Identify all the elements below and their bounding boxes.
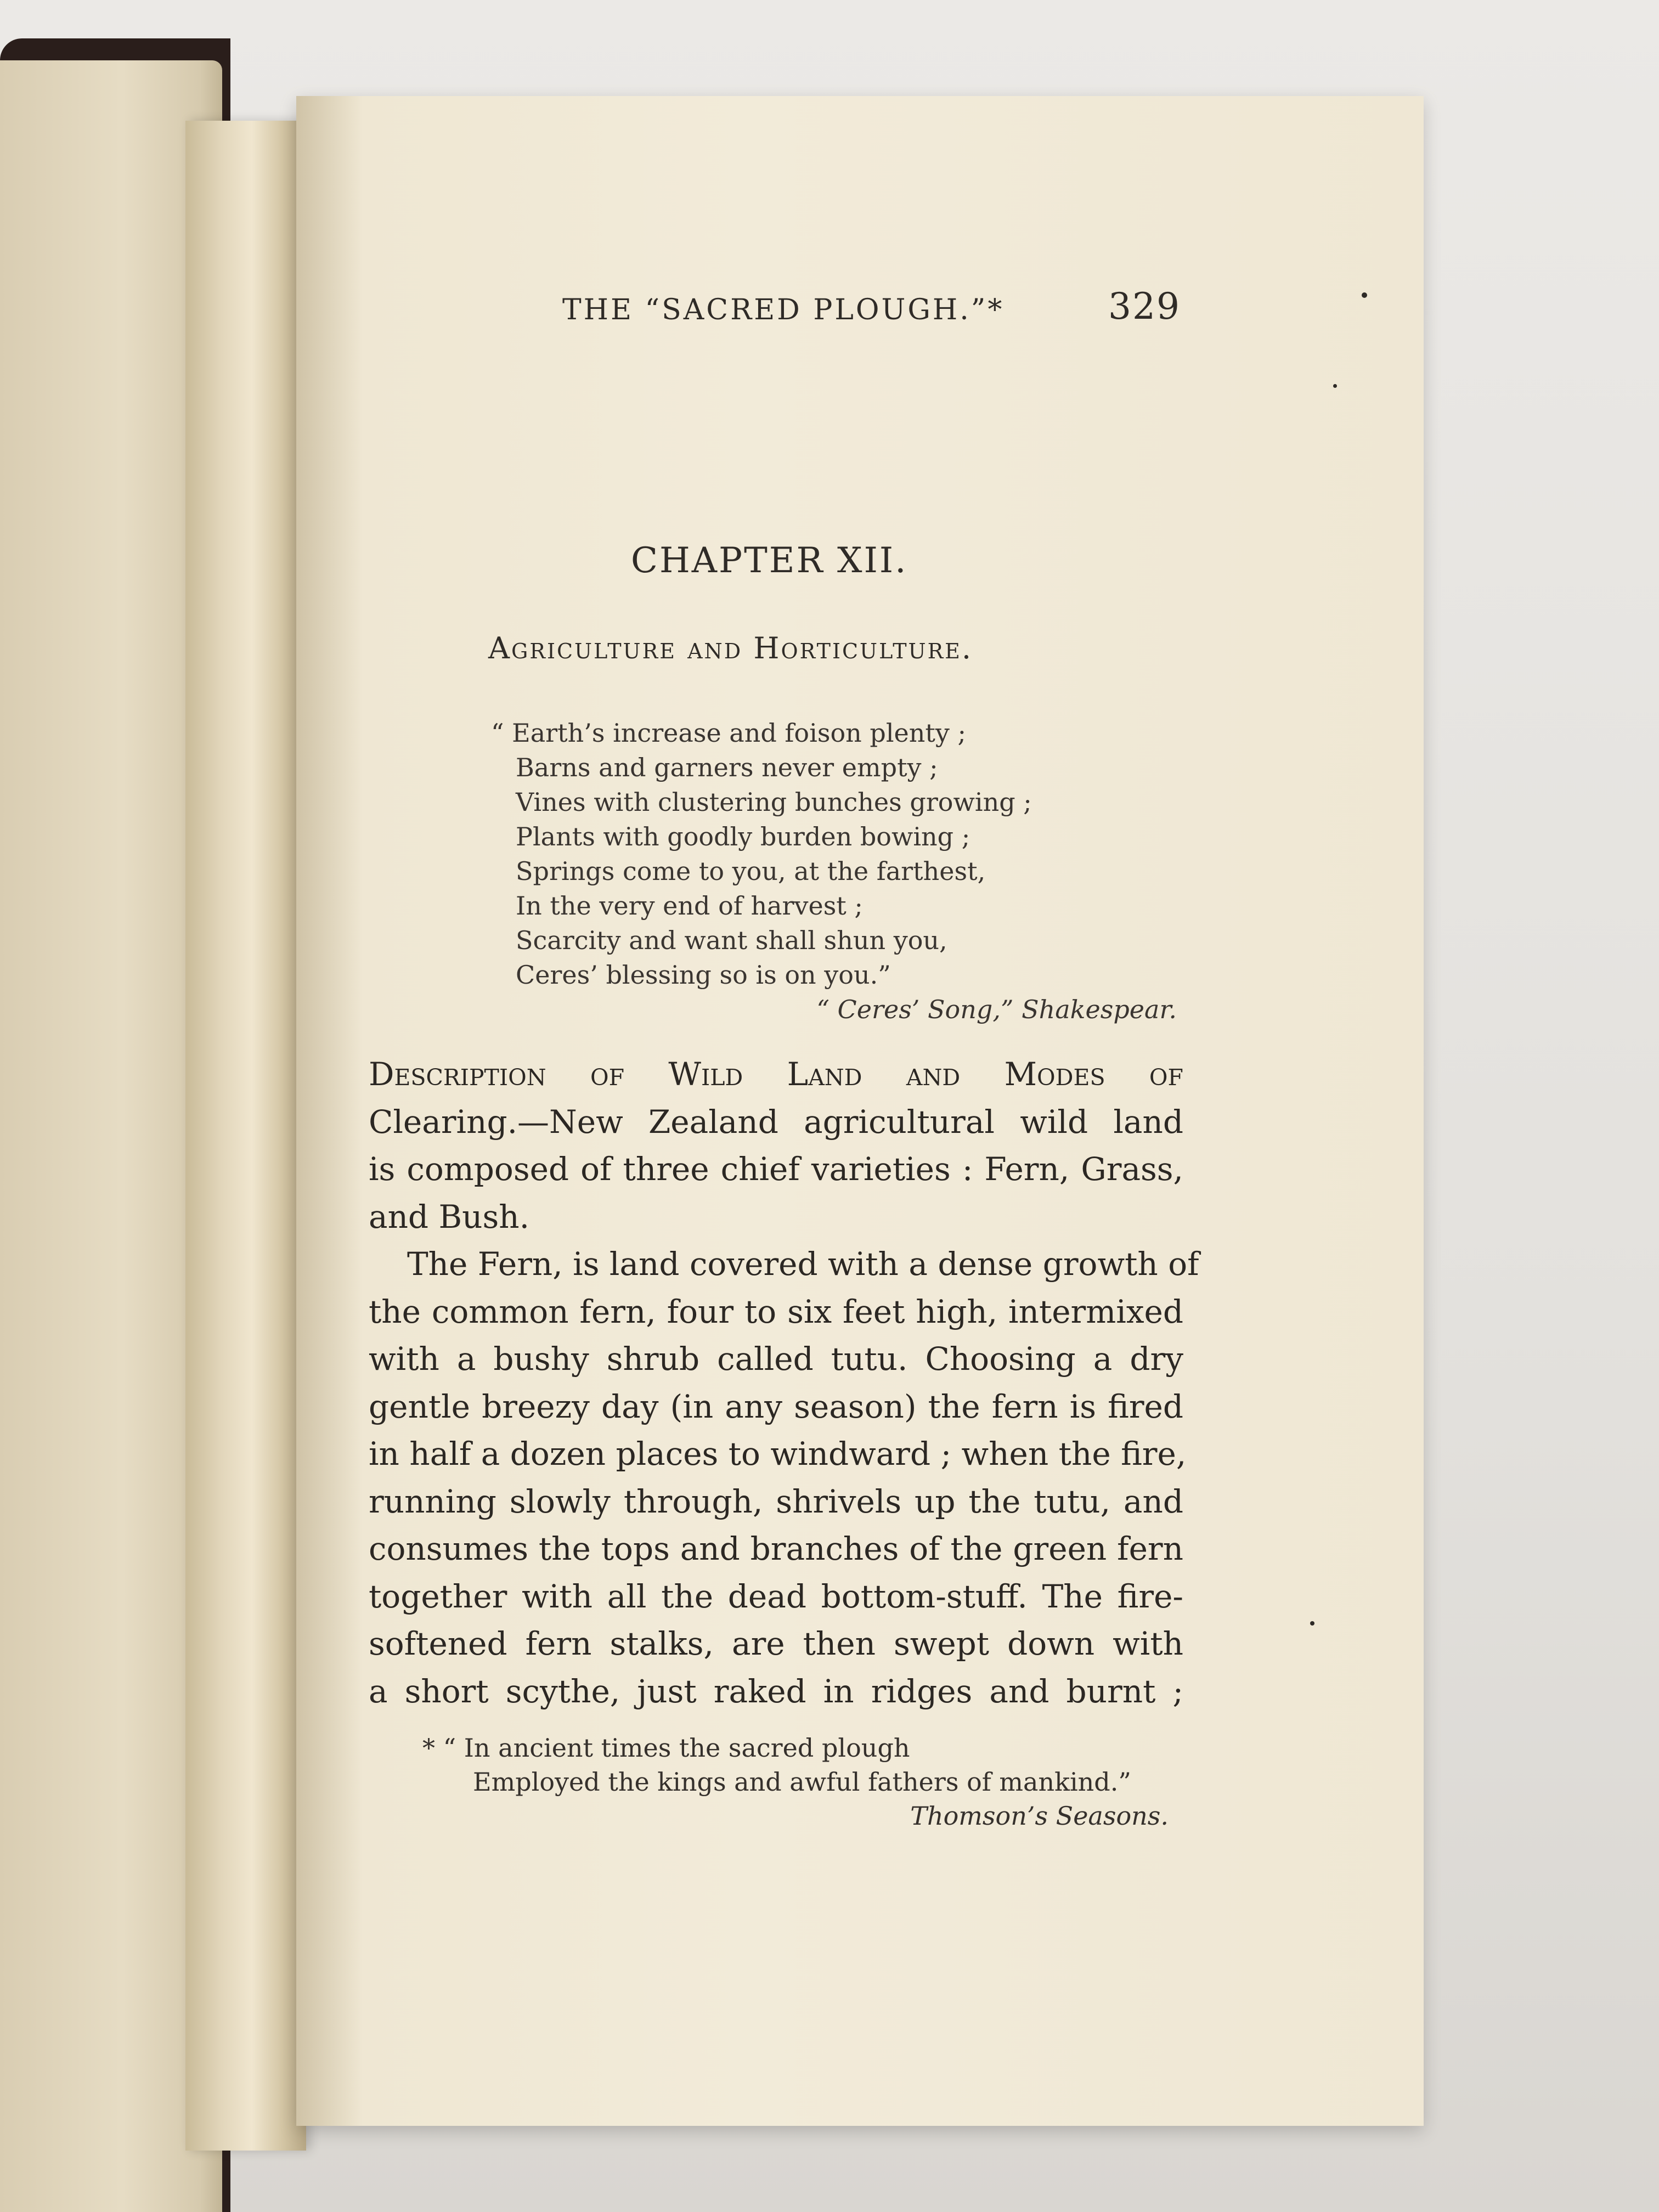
body-line: Description of Wild Land and Modes of <box>369 1056 1183 1093</box>
page-gutter-fold <box>185 121 306 2151</box>
body-line: is composed of three chief varieties : Fern, Grass, <box>369 1150 1183 1188</box>
body-line: gentle breezy day (in any season) the fern is fired <box>369 1387 1183 1425</box>
body-line: the common fern, four to six feet high, intermixed <box>369 1293 1183 1330</box>
paper-speck <box>1333 384 1337 388</box>
body-line: consumes the tops and branches of the green fern <box>369 1530 1183 1567</box>
body-line: Clearing.—New Zealand agricultural wild land <box>369 1103 1183 1141</box>
section-title: Agriculture and Horticulture. <box>488 631 973 665</box>
body-line: The Fern, is land covered with a dense growth of <box>407 1245 1199 1283</box>
body-line: running slowly through, shrivels up the tutu, and <box>369 1482 1183 1520</box>
epigraph-attribution: “ Ceres’ Song,” Shakespear. <box>816 995 1177 1024</box>
body-text <box>369 1051 1199 1715</box>
body-line: and Bush. <box>369 1198 530 1235</box>
body-line: in half a dozen places to windward ; when the fire, <box>369 1435 1187 1472</box>
epigraph-line: Barns and garners never empty ; <box>516 753 938 782</box>
body-line: softened fern stalks, are then swept down with <box>369 1625 1183 1662</box>
epigraph-line: Vines with clustering bunches growing ; <box>516 787 1032 817</box>
epigraph-line: Ceres’ blessing so is on you.” <box>516 960 891 990</box>
running-head: THE “SACRED PLOUGH.”* <box>562 294 1005 326</box>
footnote <box>422 1731 1169 1833</box>
epigraph-line: Plants with goodly burden bowing ; <box>516 822 970 851</box>
epigraph-line: Springs come to you, at the farthest, <box>516 856 986 886</box>
epigraph-line: “ Earth’s increase and foison plenty ; <box>491 718 966 748</box>
paper-speck <box>1310 1621 1314 1626</box>
page-number: 329 <box>1108 285 1181 328</box>
epigraph <box>491 716 1177 1027</box>
chapter-title: CHAPTER XII. <box>631 540 908 581</box>
body-line: a short scythe, just raked in ridges and burnt ; <box>369 1672 1183 1710</box>
paper-speck <box>1362 292 1367 298</box>
epigraph-line: Scarcity and want shall shun you, <box>516 926 947 955</box>
body-line: together with all the dead bottom-stuff. The fire- <box>369 1577 1183 1615</box>
footnote-attribution: Thomson’s Seasons. <box>910 1801 1169 1831</box>
epigraph-line: In the very end of harvest ; <box>516 891 863 921</box>
footnote-line: * “ In ancient times the sacred plough <box>422 1733 910 1763</box>
body-line: with a bushy shrub called tutu. Choosing a dry <box>369 1340 1183 1378</box>
footnote-line: Employed the kings and awful fathers of mankind.” <box>473 1767 1131 1797</box>
